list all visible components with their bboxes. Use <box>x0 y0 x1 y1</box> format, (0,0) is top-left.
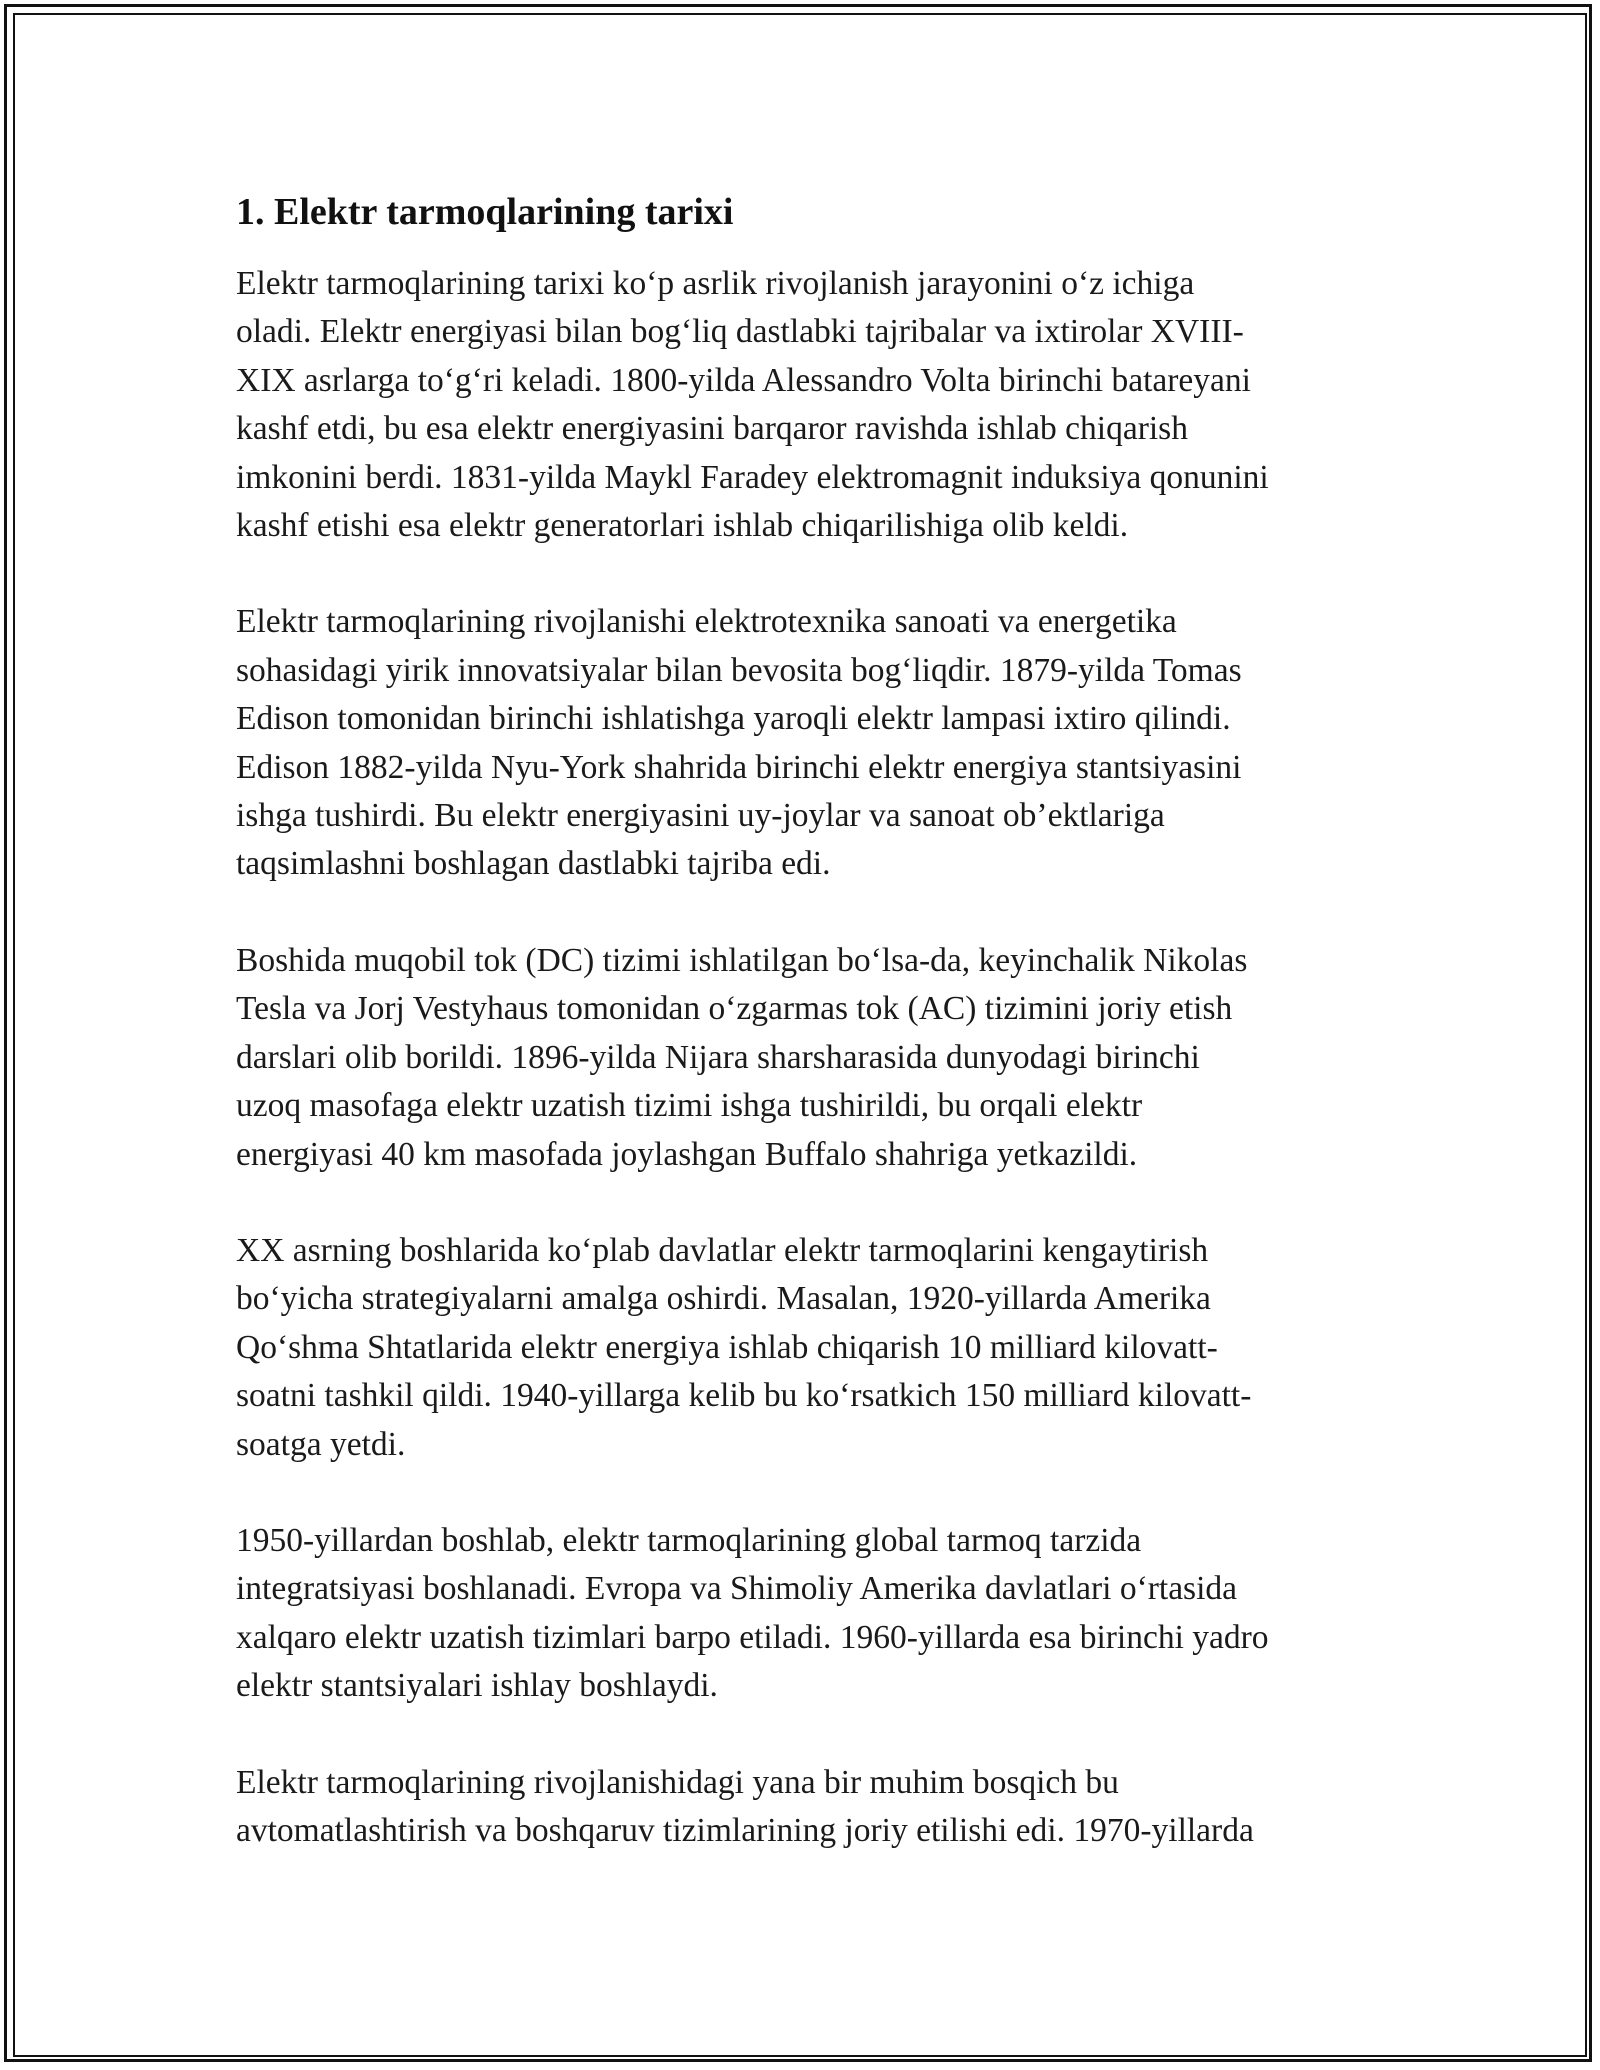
paragraph-line: kashf etishi esa elektr generatorlari ishlab chiqarilishiga olib keldi. <box>236 507 1129 545</box>
paragraph-line: xalqaro elektr uzatish tizimlari barpo etiladi. 1960-yillarda esa birinchi yadro <box>236 1618 1269 1656</box>
paragraph-line: integratsiyasi boshlanadi. Evropa va Shimoliy Amerika davlatlari o‘rtasida <box>236 1570 1238 1608</box>
paragraph-line: oladi. Elektr energiyasi bilan bog‘liq dastlabki tajribalar va ixtirolar XVIII- <box>236 313 1244 351</box>
paragraph-line: taqsimlashni boshlagan dastlabki tajriba edi. <box>236 845 831 883</box>
body-paragraph <box>236 1517 1376 1711</box>
paragraph-line: Tesla va Jorj Vestyhaus tomonidan o‘zgarmas tok (AC) tizimini joriy etish <box>236 990 1233 1028</box>
paragraph-line: Boshida muqobil tok (DC) tizimi ishlatilgan bo‘lsa-da, keyinchalik Nikolas <box>236 941 1248 979</box>
body-paragraph <box>236 1227 1376 1469</box>
paragraph-line: Qo‘shma Shtatlarida elektr energiya ishlab chiqarish 10 milliard kilovatt- <box>236 1328 1218 1366</box>
body-paragraph <box>236 1759 1376 1856</box>
paragraph-line: Elektr tarmoqlarining rivojlanishidagi yana bir muhim bosqich bu <box>236 1763 1119 1801</box>
paragraph-line: bo‘yicha strategiyalarni amalga oshirdi. Masalan, 1920-yillarda Amerika <box>236 1280 1211 1318</box>
document-content <box>236 186 1376 1903</box>
paragraph-line: Edison tomonidan birinchi ishlatishga yaroqli elektr lampasi ixtiro qilindi. <box>236 700 1231 738</box>
body-paragraph <box>236 937 1376 1179</box>
body-paragraph <box>236 260 1376 550</box>
paragraph-line: imkonini berdi. 1831-yilda Maykl Faradey elektromagnit induksiya qonunini <box>236 458 1269 496</box>
paragraph-line: kashf etdi, bu esa elektr energiyasini barqaror ravishda ishlab chiqarish <box>236 410 1188 448</box>
body-paragraph <box>236 598 1376 888</box>
paragraph-line: avtomatlashtirish va boshqaruv tizimlarining joriy etilishi edi. 1970-yillarda <box>236 1811 1254 1849</box>
paragraph-list <box>236 260 1376 1855</box>
paragraph-line: soatni tashkil qildi. 1940-yillarga kelib bu ko‘rsatkich 150 milliard kilovatt- <box>236 1377 1252 1415</box>
paragraph-line: Elektr tarmoqlarining tarixi ko‘p asrlik rivojlanish jarayonini o‘z ichiga <box>236 265 1195 302</box>
paragraph-line: energiyasi 40 km masofada joylashgan Buffalo shahriga yetkazildi. <box>236 1135 1138 1173</box>
paragraph-line: XIX asrlarga to‘g‘ri keladi. 1800-yilda Alessandro Volta birinchi batareyani <box>236 361 1251 399</box>
paragraph-line: uzoq masofaga elektr uzatish tizimi ishga tushirildi, bu orqali elektr <box>236 1087 1143 1125</box>
paragraph-line: sohasidagi yirik innovatsiyalar bilan bevosita bog‘liqdir. 1879-yilda Tomas <box>236 651 1242 689</box>
paragraph-line: Elektr tarmoqlarining rivojlanishi elektrotexnika sanoati va energetika <box>236 603 1177 641</box>
paragraph-line: Edison 1882-yilda Nyu-York shahrida birinchi elektr energiya stantsiyasini <box>236 748 1242 786</box>
section-title: 1. Elektr tarmoqlarining tarixi <box>236 191 734 233</box>
paragraph-line: elektr stantsiyalari ishlay boshlaydi. <box>236 1667 718 1705</box>
paragraph-line: XX asrning boshlarida ko‘plab davlatlar elektr tarmoqlarini kengaytirish <box>236 1231 1209 1269</box>
paragraph-line: ishga tushirdi. Bu elektr energiyasini uy-joylar va sanoat ob’ektlariga <box>236 797 1165 835</box>
paragraph-line: 1950-yillardan boshlab, elektr tarmoqlarining global tarmoq tarzida <box>236 1521 1142 1559</box>
paragraph-line: soatga yetdi. <box>236 1425 406 1463</box>
paragraph-line: darslari olib borildi. 1896-yilda Nijara sharsharasida dunyodagi birinchi <box>236 1038 1200 1076</box>
